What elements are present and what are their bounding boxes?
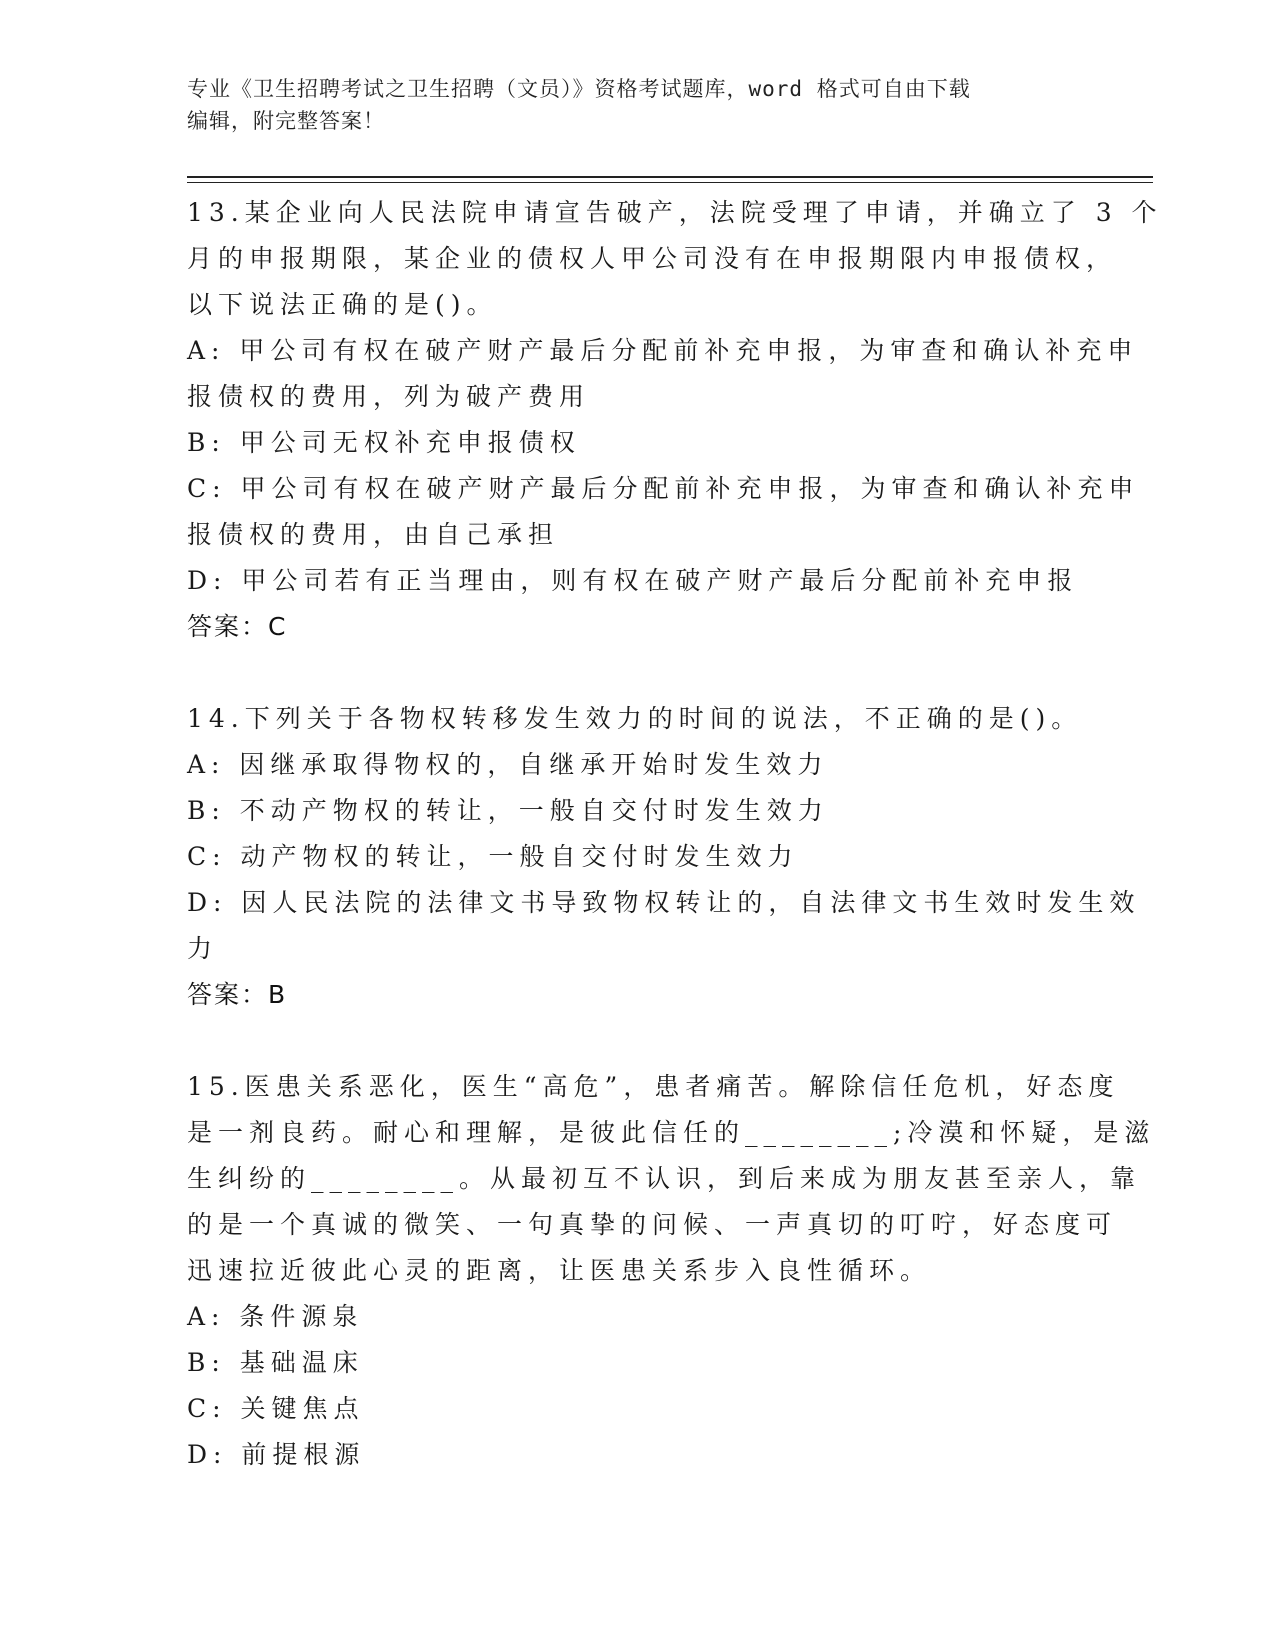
option-text-line: A: 因继承取得物权的，自继承开始时发生效力 [187,750,829,779]
answer-option-D [187,880,1141,972]
answer-option-A [187,1294,1077,1340]
question-stem-line: 13.某企业向人民法院申请宣告破产，法院受理了申请，并确立了 3 个 [187,198,1163,227]
question-spacer [187,650,1077,696]
header-divider-thick [187,176,1153,178]
option-text-line: C: 动产物权的转让，一般自交付时发生效力 [187,842,799,871]
question-list [187,190,1163,1478]
answer-key: 答案：C [187,612,288,641]
answer-option-C [187,1386,1077,1432]
option-text-line: B: 不动产物权的转让，一般自交付时发生效力 [187,796,829,825]
document-header [187,73,1067,137]
option-text-line: C: 甲公司有权在破产财产最后分配前补充申报，为审查和确认补充申 [187,474,1140,503]
question-stem-line: 是一剂良药。耐心和理解，是彼此信任的________;冷漠和怀疑，是滋 [187,1118,1156,1147]
question-stem-line: 月的申报期限，某企业的债权人甲公司没有在申报期限内申报债权， [187,244,1118,273]
question-stem-line: 15.医患关系恶化，医生“高危”，患者痛苦。解除信任危机，好态度 [187,1072,1120,1101]
header-line-1: 专业《卫生招聘考试之卫生招聘（文员）》资格考试题库，word 格式可自由下载 [187,77,971,101]
option-text-line: 报债权的费用，列为破产费用 [187,382,591,411]
option-text-line: A: 条件源泉 [187,1302,364,1331]
option-text-line: 力 [187,934,219,963]
option-text-line: B: 基础温床 [187,1348,364,1377]
question-14 [187,696,1141,1018]
question-stem-line: 的是一个真诚的微笑、一句真挚的问候、一声真切的叮咛，好态度可 [187,1210,1118,1239]
question-stem-line: 14.下列关于各物权转移发生效力的时间的说法，不正确的是()。 [187,704,1083,733]
question-stem-line: 迅速拉近彼此心灵的距离，让医患关系步入良性循环。 [187,1256,932,1285]
answer-option-D [187,1432,1077,1478]
answer-option-B [187,420,1077,466]
answer-option-C [187,466,1140,558]
option-text-line: D: 因人民法院的法律文书导致物权转让的，自法律文书生效时发生效 [187,888,1141,917]
option-text-line: B: 甲公司无权补充申报债权 [187,428,581,457]
option-text-line: C: 关键焦点 [187,1394,365,1423]
answer-key: 答案：B [187,980,288,1009]
option-text-line: D: 前提根源 [187,1440,366,1469]
header-line-2: 编辑，附完整答案！ [187,109,385,133]
question-15 [187,1064,1156,1478]
answer-option-A [187,742,1077,788]
header-divider-thin [187,182,1153,183]
answer-option-D [187,558,1077,604]
answer-option-B [187,1340,1077,1386]
question-stem-line: 生纠纷的________。从最初互不认识，到后来成为朋友甚至亲人，靠 [187,1164,1142,1193]
question-spacer [187,1018,1077,1064]
answer-option-C [187,834,1077,880]
option-text-line: 报债权的费用，由自己承担 [187,520,560,549]
question-stem-line: 以下说法正确的是()。 [187,290,498,319]
answer-option-A [187,328,1139,420]
question-13 [187,190,1163,650]
answer-option-B [187,788,1077,834]
option-text-line: A: 甲公司有权在破产财产最后分配前补充申报，为审查和确认补充申 [187,336,1139,365]
option-text-line: D: 甲公司若有正当理由，则有权在破产财产最后分配前补充申报 [187,566,1079,595]
